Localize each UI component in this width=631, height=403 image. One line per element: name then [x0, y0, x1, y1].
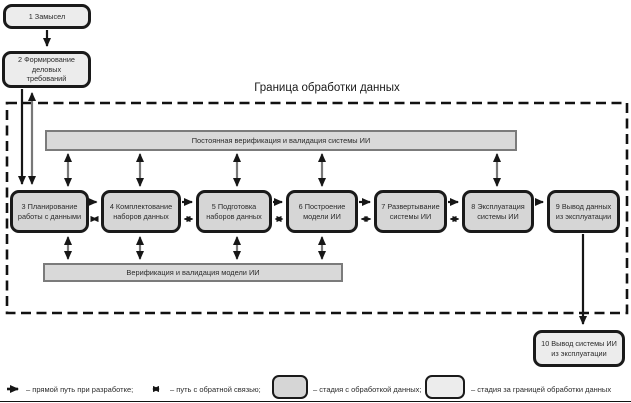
legend-forward-label: – прямой путь при разработке;: [26, 385, 134, 394]
stage-6-model-building: 6 Построение модели ИИ: [286, 190, 358, 233]
outside-stage-icon: [425, 375, 465, 399]
boundary-title: Граница обработки данных: [254, 82, 400, 94]
feedback-paths-vertical: [32, 93, 497, 259]
legend-outside-stage-label: – стадия за границей обработки данных: [471, 385, 612, 394]
stage-4-dataset-acquisition: 4 Комплектование наборов данных: [101, 190, 181, 233]
bottom-rule: [0, 401, 631, 402]
legend-data-stage-label: – стадия с обработкой данных;: [313, 385, 422, 394]
stage-9-data-retirement: 9 Вывод данных из эксплуатации: [547, 190, 620, 233]
data-stage-icon: [272, 375, 308, 399]
legend: [0, 374, 631, 400]
stage-10-system-retirement: 10 Вывод системы ИИ из эксплуатации: [533, 330, 625, 367]
model-verification-bar: Верификация и валидация модели ИИ: [43, 263, 343, 282]
stage-5-dataset-preparation: 5 Подготовка наборов данных: [196, 190, 272, 233]
legend-feedback-label: – путь с обратной связью;: [170, 385, 261, 394]
feedback-arrow-icon: [147, 385, 165, 393]
stage-7-system-deployment: 7 Развертывание системы ИИ: [374, 190, 447, 233]
continuous-verification-bar: Постоянная верификация и валидация системы ИИ: [45, 130, 517, 151]
stage-1-concept: 1 Замысел: [3, 4, 91, 29]
stage-2-business-requirements: 2 Формирование деловых требований: [2, 51, 91, 88]
stage-3-data-planning: 3 Планирование работы с данными: [10, 190, 89, 233]
forward-arrow-icon: [7, 384, 25, 394]
stage-8-system-operation: 8 Эксплуатация системы ИИ: [462, 190, 534, 233]
